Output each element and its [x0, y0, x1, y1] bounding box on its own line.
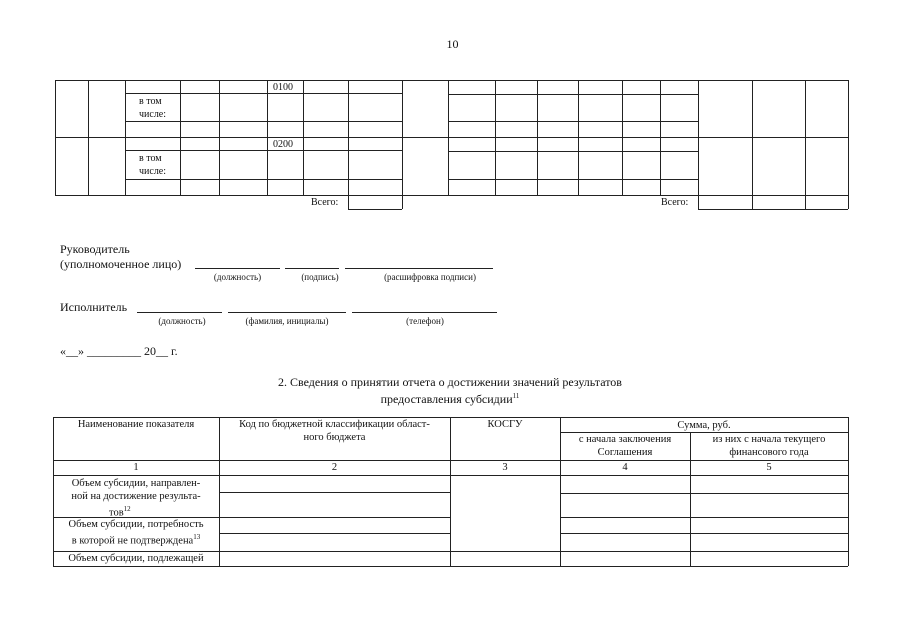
position-field-line[interactable] — [195, 268, 280, 269]
table-line — [402, 80, 403, 209]
in-that-number-label: числе: — [139, 109, 167, 120]
head-label: Руководитель — [60, 242, 130, 256]
table-line — [55, 137, 848, 138]
table-line — [348, 209, 402, 210]
table-line — [267, 80, 268, 195]
column-number: 4 — [622, 462, 628, 473]
table-line — [560, 533, 848, 534]
table-line — [55, 80, 56, 195]
section-title-line2 — [120, 389, 780, 406]
signature-field-line[interactable] — [285, 268, 339, 269]
column-number: 2 — [331, 462, 338, 473]
table-line — [698, 80, 699, 209]
executor-name-line[interactable] — [228, 312, 346, 313]
table-line — [348, 80, 349, 209]
footnote-ref: 12 — [123, 505, 131, 513]
table-line — [752, 80, 753, 209]
total-label: Всего: — [661, 197, 689, 208]
row-label-unconfirmed: Объем субсидии, потребность — [68, 519, 204, 530]
column-number: 1 — [133, 462, 139, 473]
table-line — [805, 80, 806, 209]
table-line — [660, 80, 661, 195]
row-label-results: Объем субсидии, направлен- — [71, 478, 201, 489]
table-line — [125, 150, 402, 151]
executor-label: Исполнитель — [60, 300, 128, 314]
caption-signature-decode: (расшифровка подписи) — [384, 272, 476, 282]
row-label-text: тов — [109, 507, 124, 519]
footnote-ref: 11 — [512, 392, 520, 400]
row-label-results-line2: ной на достижение результа- — [71, 491, 201, 502]
table-line — [125, 93, 402, 94]
table-line — [450, 417, 451, 566]
table-line — [303, 80, 304, 195]
table-line — [698, 209, 848, 210]
upper-table — [55, 80, 848, 210]
caption-position: (должность) — [213, 272, 262, 282]
table-line — [448, 80, 449, 195]
table-line — [622, 80, 623, 195]
total-label: Всего: — [311, 197, 339, 208]
header-budget-code-line2: ного бюджета — [303, 432, 366, 443]
table-line — [125, 80, 126, 195]
table-line — [578, 80, 579, 195]
caption-signature: (подпись) — [301, 272, 339, 282]
row-label-text: в которой не подтверждена — [71, 535, 194, 547]
caption-name: (фамилия, инициалы) — [245, 316, 329, 326]
table-line — [53, 566, 848, 567]
in-that-number-label: в том — [139, 96, 162, 107]
table-line — [560, 493, 848, 494]
in-that-number-label: числе: — [139, 166, 167, 177]
header-since-agreement-line2: Соглашения — [597, 447, 653, 458]
table-line — [219, 492, 450, 493]
date-line: «__» _________ 20__ г. — [60, 344, 178, 358]
header-indicator-name: Наименование показателя — [77, 419, 195, 430]
footnote-ref: 13 — [193, 533, 201, 541]
header-current-year-line2: финансового года — [729, 447, 809, 458]
results-table — [53, 417, 848, 567]
code-cell: 0100 — [273, 82, 293, 93]
table-line — [495, 80, 496, 195]
table-line — [537, 80, 538, 195]
table-line — [848, 80, 849, 209]
caption-position: (должность) — [158, 316, 206, 326]
column-number: 5 — [766, 462, 772, 473]
section-title-text: предоставления субсидии — [380, 392, 513, 406]
page-number: 10 — [446, 37, 459, 51]
header-budget-code: Код по бюджетной классификации област- — [239, 419, 430, 430]
header-since-agreement: с начала заключения — [578, 434, 672, 445]
table-line — [125, 121, 402, 122]
table-line — [560, 517, 848, 518]
table-line — [125, 179, 402, 180]
section-title: 2. Сведения о принятии отчета о достижении значений результатов — [278, 375, 622, 389]
head-label-sub: (уполномоченное лицо) — [60, 257, 182, 271]
column-number: 3 — [502, 462, 508, 473]
header-kosgu: КОСГУ — [487, 419, 523, 430]
table-line — [219, 533, 450, 534]
table-line — [88, 80, 89, 195]
signature-decode-field-line[interactable] — [345, 268, 493, 269]
row-label-unconfirmed-line2 — [53, 531, 219, 548]
executor-phone-line[interactable] — [352, 312, 497, 313]
table-line — [219, 80, 220, 195]
table-line — [848, 417, 849, 566]
in-that-number-label: в том — [139, 153, 162, 164]
table-line — [55, 195, 848, 196]
table-line — [180, 80, 181, 195]
header-sum: Сумма, руб. — [677, 420, 731, 431]
row-label-subject: Объем субсидии, подлежащей — [68, 553, 204, 564]
caption-phone: (телефон) — [406, 316, 444, 326]
executor-position-line[interactable] — [137, 312, 222, 313]
code-cell: 0200 — [273, 139, 293, 150]
table-line — [55, 80, 848, 81]
header-current-year: из них с начала текущего — [712, 434, 826, 445]
